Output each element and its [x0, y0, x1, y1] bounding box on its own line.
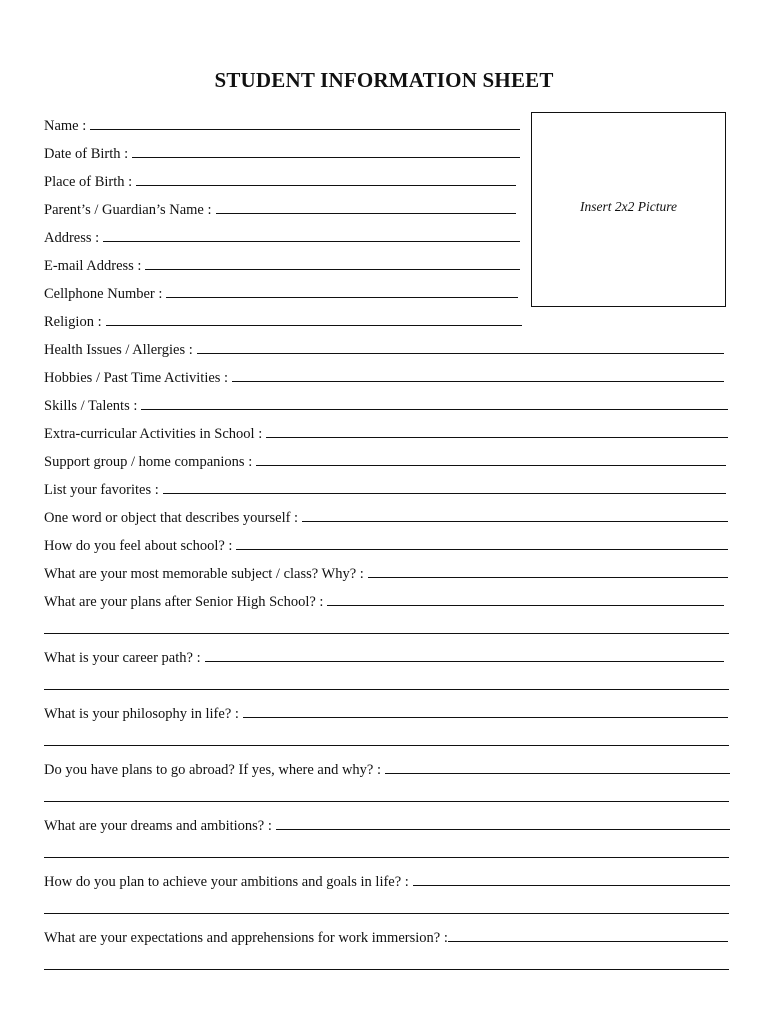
hobbies-input-line[interactable] [232, 367, 724, 382]
achieve-extra-line[interactable] [44, 913, 729, 914]
field-label: One word or object that describes yourself : [44, 510, 299, 526]
field-label: Parent’s / Guardian’s Name : [44, 202, 212, 218]
expectations-input-line[interactable] [448, 927, 728, 942]
field-religion [44, 308, 522, 330]
photo-placeholder[interactable] [531, 112, 726, 307]
abroad-extra-line[interactable] [44, 801, 729, 802]
pob-input-line[interactable] [136, 171, 516, 186]
field-label: Health Issues / Allergies : [44, 342, 193, 358]
field-label: How do you feel about school? : [44, 538, 233, 554]
health-input-line[interactable] [197, 339, 724, 354]
field-label: Support group / home companions : [44, 454, 253, 470]
field-label: What is your career path? : [44, 650, 201, 666]
page-title: STUDENT INFORMATION SHEET [214, 68, 554, 92]
field-label: List your favorites : [44, 482, 159, 498]
field-label: Do you have plans to go abroad? If yes, where and why? : [44, 762, 382, 778]
field-label: Name : [44, 118, 87, 134]
guardian-input-line[interactable] [216, 199, 516, 214]
field-philosophy [44, 700, 728, 722]
field-health [44, 336, 724, 358]
religion-input-line[interactable] [106, 311, 522, 326]
career-extra-line[interactable] [44, 689, 729, 690]
field-label: E-mail Address : [44, 258, 142, 274]
memorable-input-line[interactable] [368, 563, 728, 578]
field-label: Extra-curricular Activities in School : [44, 426, 263, 442]
support-input-line[interactable] [256, 451, 726, 466]
plans-shs-input-line[interactable] [327, 591, 724, 606]
dob-input-line[interactable] [132, 143, 520, 158]
address-input-line[interactable] [103, 227, 520, 242]
name-input-line[interactable] [90, 115, 520, 130]
field-label: What are your dreams and ambitions? : [44, 818, 272, 834]
extracurricular-input-line[interactable] [266, 423, 728, 438]
field-support [44, 448, 726, 470]
field-cellphone [44, 280, 518, 302]
field-label: Religion : [44, 314, 102, 330]
field-pob [44, 168, 516, 190]
abroad-input-line[interactable] [385, 759, 730, 774]
plans-shs-extra-line[interactable] [44, 633, 729, 634]
email-input-line[interactable] [145, 255, 520, 270]
field-guardian [44, 196, 516, 218]
field-label: Place of Birth : [44, 174, 133, 190]
field-label: Cellphone Number : [44, 286, 163, 302]
dreams-extra-line[interactable] [44, 857, 729, 858]
field-name [44, 112, 520, 134]
field-feel-school [44, 532, 728, 554]
field-memorable [44, 560, 728, 582]
favorites-input-line[interactable] [163, 479, 726, 494]
field-favorites [44, 476, 726, 498]
field-hobbies [44, 364, 724, 386]
field-dob [44, 140, 520, 162]
photo-caption: Insert 2x2 Picture [580, 199, 677, 214]
achieve-input-line[interactable] [413, 871, 730, 886]
skills-input-line[interactable] [141, 395, 728, 410]
field-one-word [44, 504, 728, 526]
field-plans-shs [44, 588, 724, 610]
philosophy-extra-line[interactable] [44, 745, 729, 746]
dreams-input-line[interactable] [276, 815, 730, 830]
field-label: What is your philosophy in life? : [44, 706, 239, 722]
one-word-input-line[interactable] [302, 507, 728, 522]
field-email [44, 252, 520, 274]
field-label: How do you plan to achieve your ambitions and goals in life? : [44, 874, 409, 890]
expectations-extra-line[interactable] [44, 969, 729, 970]
field-career [44, 644, 724, 666]
field-skills [44, 392, 728, 414]
career-input-line[interactable] [205, 647, 724, 662]
feel-school-input-line[interactable] [236, 535, 728, 550]
field-label: Hobbies / Past Time Activities : [44, 370, 229, 386]
field-extracurricular [44, 420, 728, 442]
cellphone-input-line[interactable] [166, 283, 518, 298]
field-address [44, 224, 520, 246]
field-label: Address : [44, 230, 100, 246]
field-dreams [44, 812, 730, 834]
field-abroad [44, 756, 730, 778]
field-label: What are your plans after Senior High School? : [44, 594, 324, 610]
field-expectations [44, 924, 728, 946]
field-label: Skills / Talents : [44, 398, 138, 414]
field-label: What are your expectations and apprehensions for work immersion? : [44, 930, 448, 946]
philosophy-input-line[interactable] [243, 703, 728, 718]
field-label: Date of Birth : [44, 146, 129, 162]
field-label: What are your most memorable subject / class? Why? : [44, 566, 364, 582]
field-achieve [44, 868, 730, 890]
